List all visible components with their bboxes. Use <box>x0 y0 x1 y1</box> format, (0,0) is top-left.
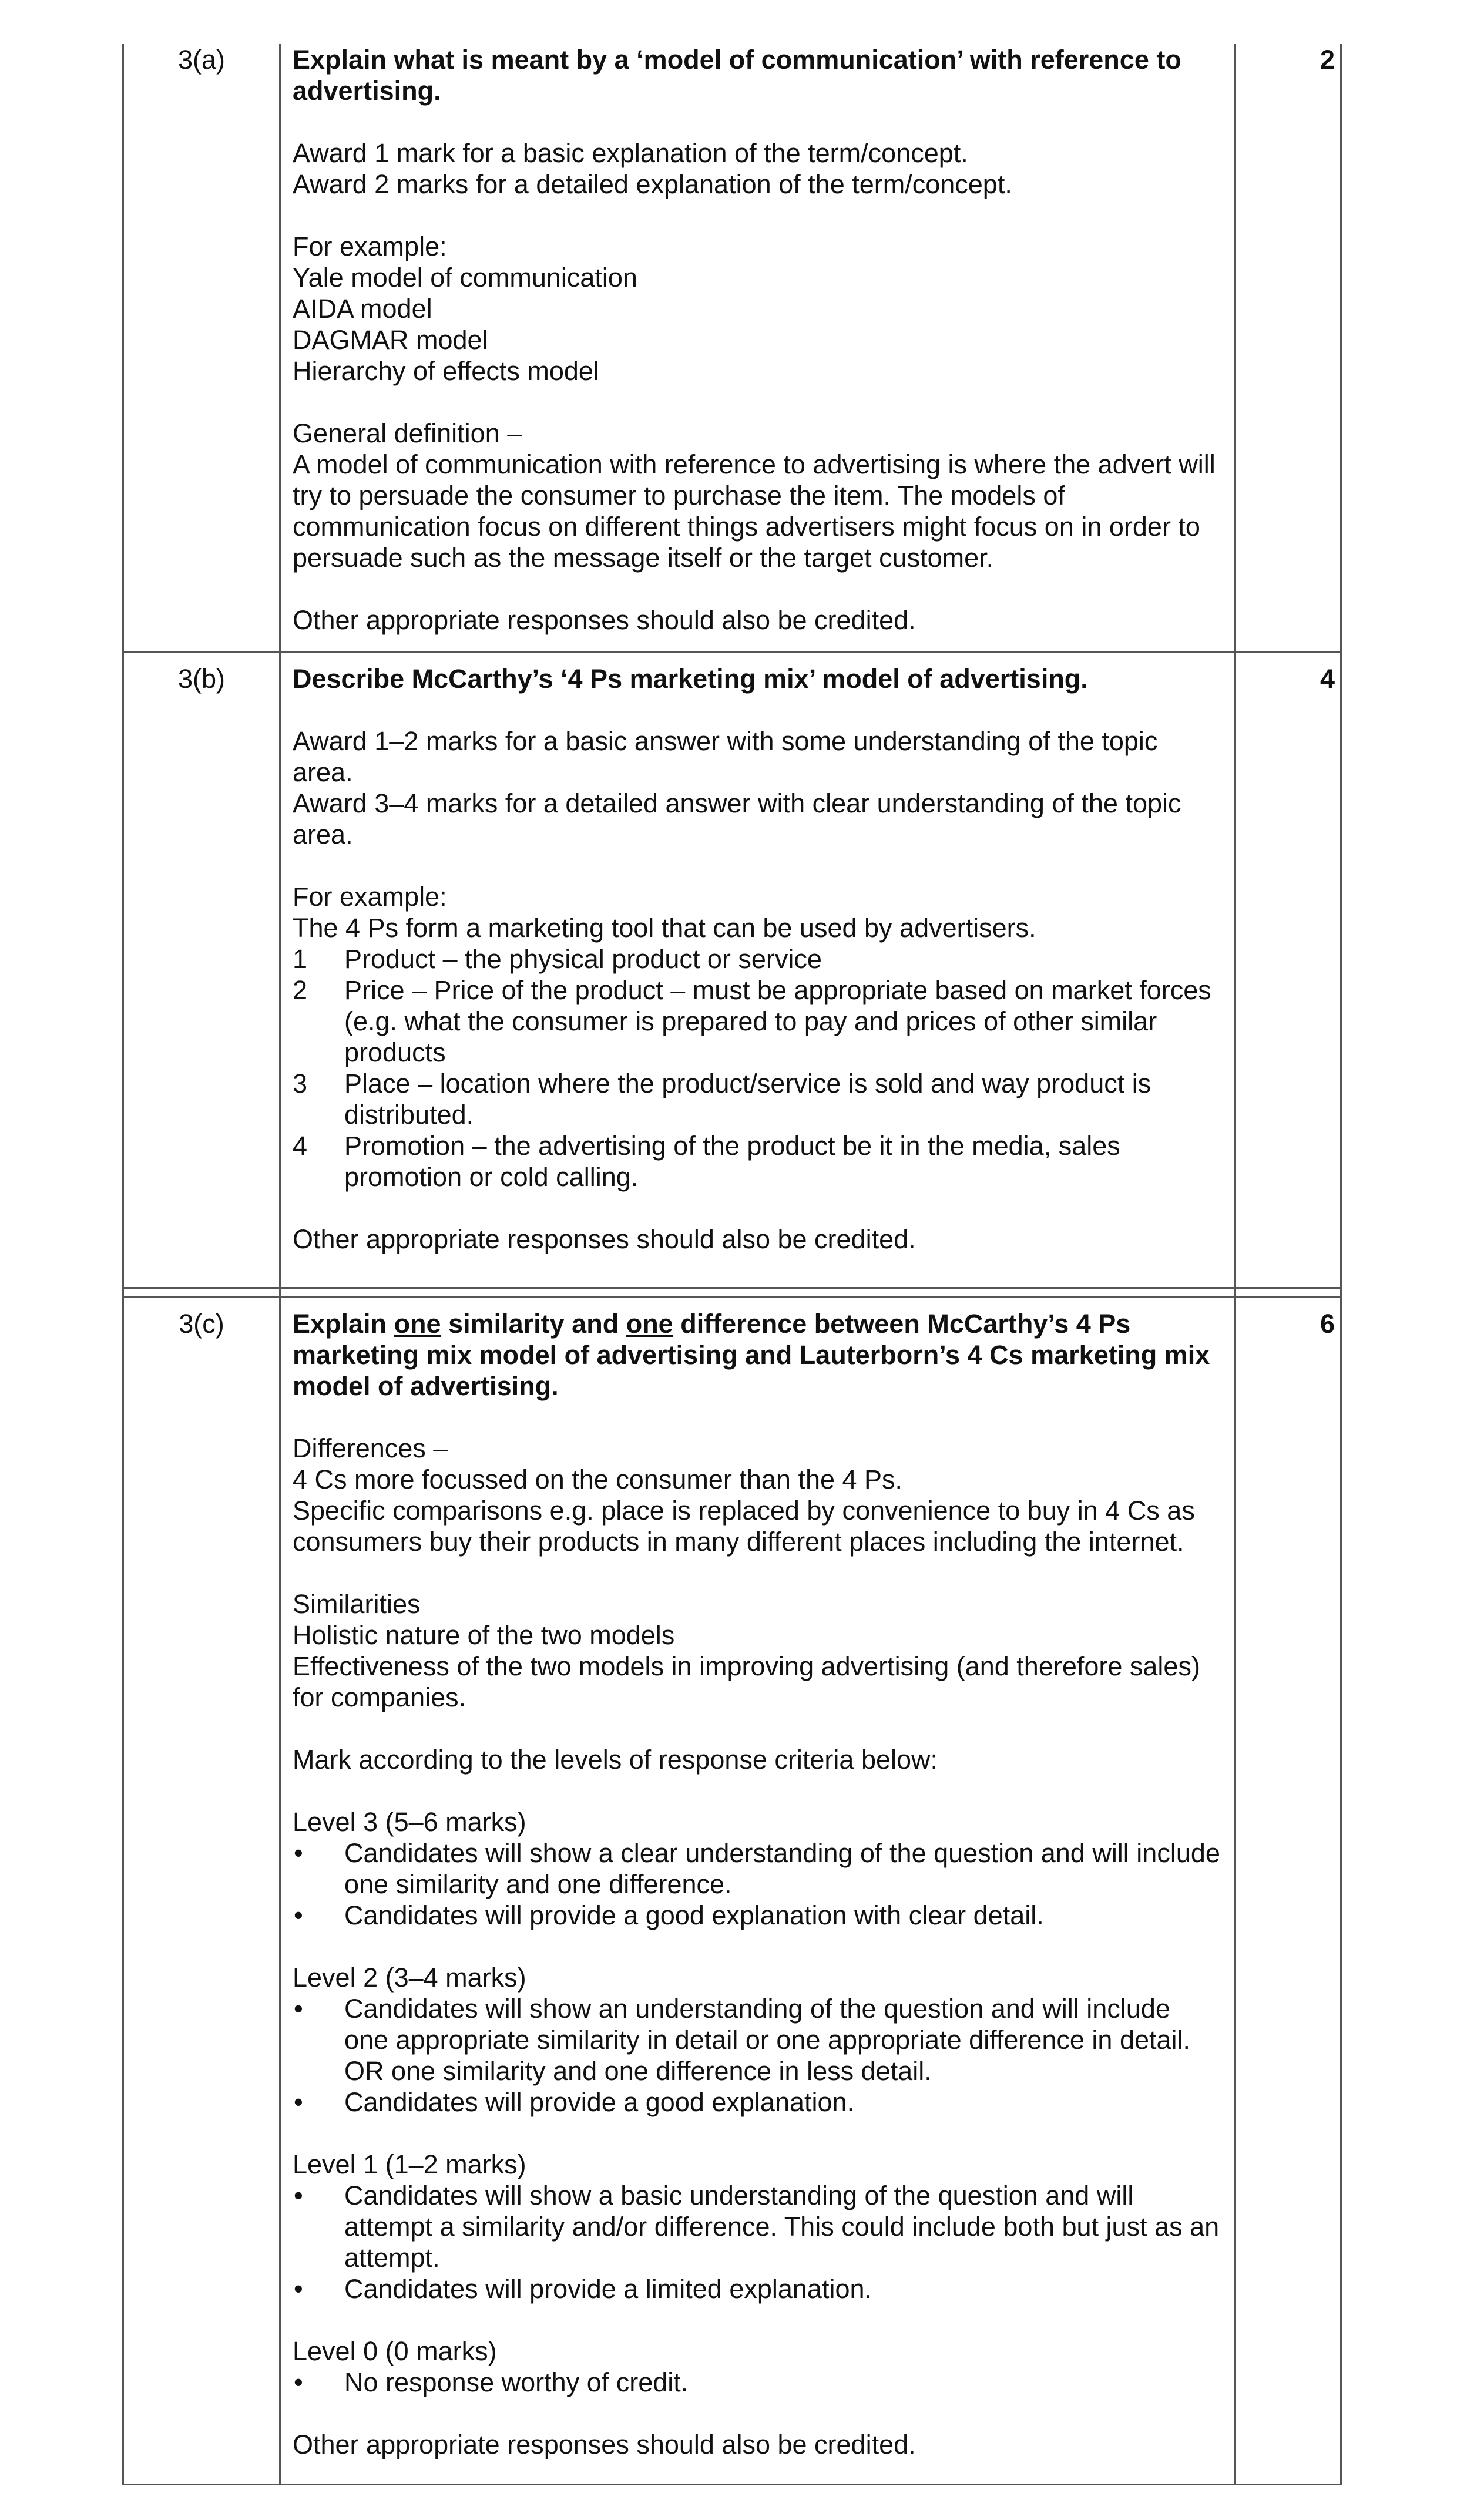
table-border-bottom <box>122 2484 1342 2485</box>
list-text: Place – location where the product/service is sold and way product is distributed. <box>344 1069 1152 1130</box>
level-heading: Level 1 (1–2 marks) <box>293 2149 526 2179</box>
example-item: AIDA model <box>293 294 432 324</box>
level-heading: Level 0 (0 marks) <box>293 2336 497 2366</box>
question-content <box>293 663 1221 1255</box>
bullet-item <box>293 1993 1221 2086</box>
difference-item: 4 Cs more focussed on the consumer than the 4 Ps. <box>293 1464 903 1494</box>
list-item <box>293 943 1221 975</box>
list-number: 4 <box>293 1131 308 1161</box>
bullet-icon: • <box>294 2274 303 2304</box>
differences-heading: Differences – <box>293 1433 448 1463</box>
question-number: 3(a) <box>177 45 226 75</box>
award-line: Award 3–4 marks for a detailed answer with clear understanding of the topic area. <box>293 788 1181 849</box>
example-intro: The 4 Ps form a marketing tool that can be used by advertisers. <box>293 913 1036 943</box>
question-number: 3(b) <box>177 664 226 694</box>
list-text: Price – Price of the product – must be appropriate based on market forces (e.g. what the consumer is prepared to pay and prices of other similar products <box>344 975 1211 1067</box>
example-heading: For example: <box>293 231 447 261</box>
difference-item: Specific comparisons e.g. place is replaced by convenience to buy in 4 Cs as consumers buy their products in many different places including the internet. <box>293 1496 1195 1557</box>
bullet-text: Candidates will show a clear understanding of the question and will include one similarity and one difference. <box>344 1838 1220 1899</box>
bullet-text: Candidates will show an understanding of the question and will include one appropriate similarity in detail or one appropriate difference in detail. OR one similarity and one difference in less detail. <box>344 1994 1191 2086</box>
list-number: 3 <box>293 1069 308 1098</box>
bullet-icon: • <box>294 1900 303 1930</box>
award-line: Award 1–2 marks for a basic answer with some understanding of the topic area. <box>293 726 1158 787</box>
question-marks: 6 <box>1320 1309 1335 1339</box>
list-item <box>293 975 1221 1068</box>
question-text: Explain what is meant by a ‘model of communication’ with reference to advertising. <box>293 45 1181 106</box>
list-text: Product – the physical product or service <box>344 944 822 974</box>
row-divider-3b-3c-b <box>122 1296 1342 1298</box>
award-line: Award 2 marks for a detailed explanation of the term/concept. <box>293 169 1012 199</box>
level-heading: Level 2 (3–4 marks) <box>293 1963 526 1993</box>
list-number: 2 <box>293 975 308 1005</box>
table-border-left <box>122 44 124 2485</box>
similarity-item: Holistic nature of the two models <box>293 1620 675 1650</box>
bullet-icon: • <box>294 2087 303 2117</box>
similarity-item: Effectiveness of the two models in improving advertising (and therefore sales) for companies. <box>293 1651 1200 1712</box>
example-item: DAGMAR model <box>293 325 488 355</box>
bullet-item <box>293 2273 1221 2304</box>
bullet-item <box>293 2367 1221 2398</box>
bullet-text: No response worthy of credit. <box>344 2367 689 2397</box>
question-content <box>293 44 1221 636</box>
bullet-icon: • <box>294 2180 303 2210</box>
table-divider-marks <box>1234 44 1236 2485</box>
bullet-item <box>293 1900 1221 1931</box>
question-text: Describe McCarthy’s ‘4 Ps marketing mix’ model of advertising. <box>293 664 1088 694</box>
question-text: Explain one similarity and one difference between McCarthy’s 4 Ps marketing mix model of advertising and Lauterborn’s 4 Cs marketing mix model of advertising. <box>293 1309 1210 1401</box>
list-item <box>293 1130 1221 1192</box>
question-marks: 4 <box>1320 664 1335 694</box>
award-line: Award 1 mark for a basic explanation of the term/concept. <box>293 138 968 168</box>
list-text: Promotion – the advertising of the product be it in the media, sales promotion or cold calling. <box>344 1131 1120 1192</box>
bullet-text: Candidates will provide a limited explanation. <box>344 2274 872 2304</box>
definition-heading: General definition – <box>293 418 522 448</box>
bullet-item <box>293 2086 1221 2118</box>
bullet-icon: • <box>294 2367 303 2397</box>
table-divider-qnum <box>279 44 281 2485</box>
list-number: 1 <box>293 944 308 974</box>
bullet-item <box>293 2180 1221 2273</box>
example-item: Hierarchy of effects model <box>293 356 599 386</box>
example-item: Yale model of communication <box>293 263 637 293</box>
question-marks: 2 <box>1320 45 1335 75</box>
bullet-icon: • <box>294 1994 303 2024</box>
other-responses-note: Other appropriate responses should also be credited. <box>293 605 916 635</box>
definition-text: A model of communication with reference to advertising is where the advert will try to persuade the consumer to purchase the item. The models of communication focus on different things advertisers might focus on in order to persuade such as the message itself or the target customer. <box>293 449 1216 573</box>
bullet-icon: • <box>294 1838 303 1868</box>
other-responses-note: Other appropriate responses should also be credited. <box>293 1224 916 1254</box>
table-border-right <box>1340 44 1342 2485</box>
bullet-item <box>293 1837 1221 1900</box>
other-responses-note: Other appropriate responses should also be credited. <box>293 2430 916 2459</box>
question-content <box>293 1308 1221 2460</box>
bullet-text: Candidates will provide a good explanation. <box>344 2087 855 2117</box>
row-divider-3a-3b <box>122 651 1342 653</box>
level-heading: Level 3 (5–6 marks) <box>293 1807 526 1837</box>
question-number: 3(c) <box>179 1309 224 1339</box>
bullet-text: Candidates will provide a good explanation with clear detail. <box>344 1900 1044 1930</box>
bullet-text: Candidates will show a basic understanding of the question and will attempt a similarity and/or difference. This could include both but just as an attempt. <box>344 2180 1220 2273</box>
row-divider-3b-3c-a <box>122 1287 1342 1289</box>
levels-intro: Mark according to the levels of response criteria below: <box>293 1745 938 1775</box>
list-item <box>293 1068 1221 1130</box>
example-heading: For example: <box>293 882 447 912</box>
similarities-heading: Similarities <box>293 1589 421 1619</box>
